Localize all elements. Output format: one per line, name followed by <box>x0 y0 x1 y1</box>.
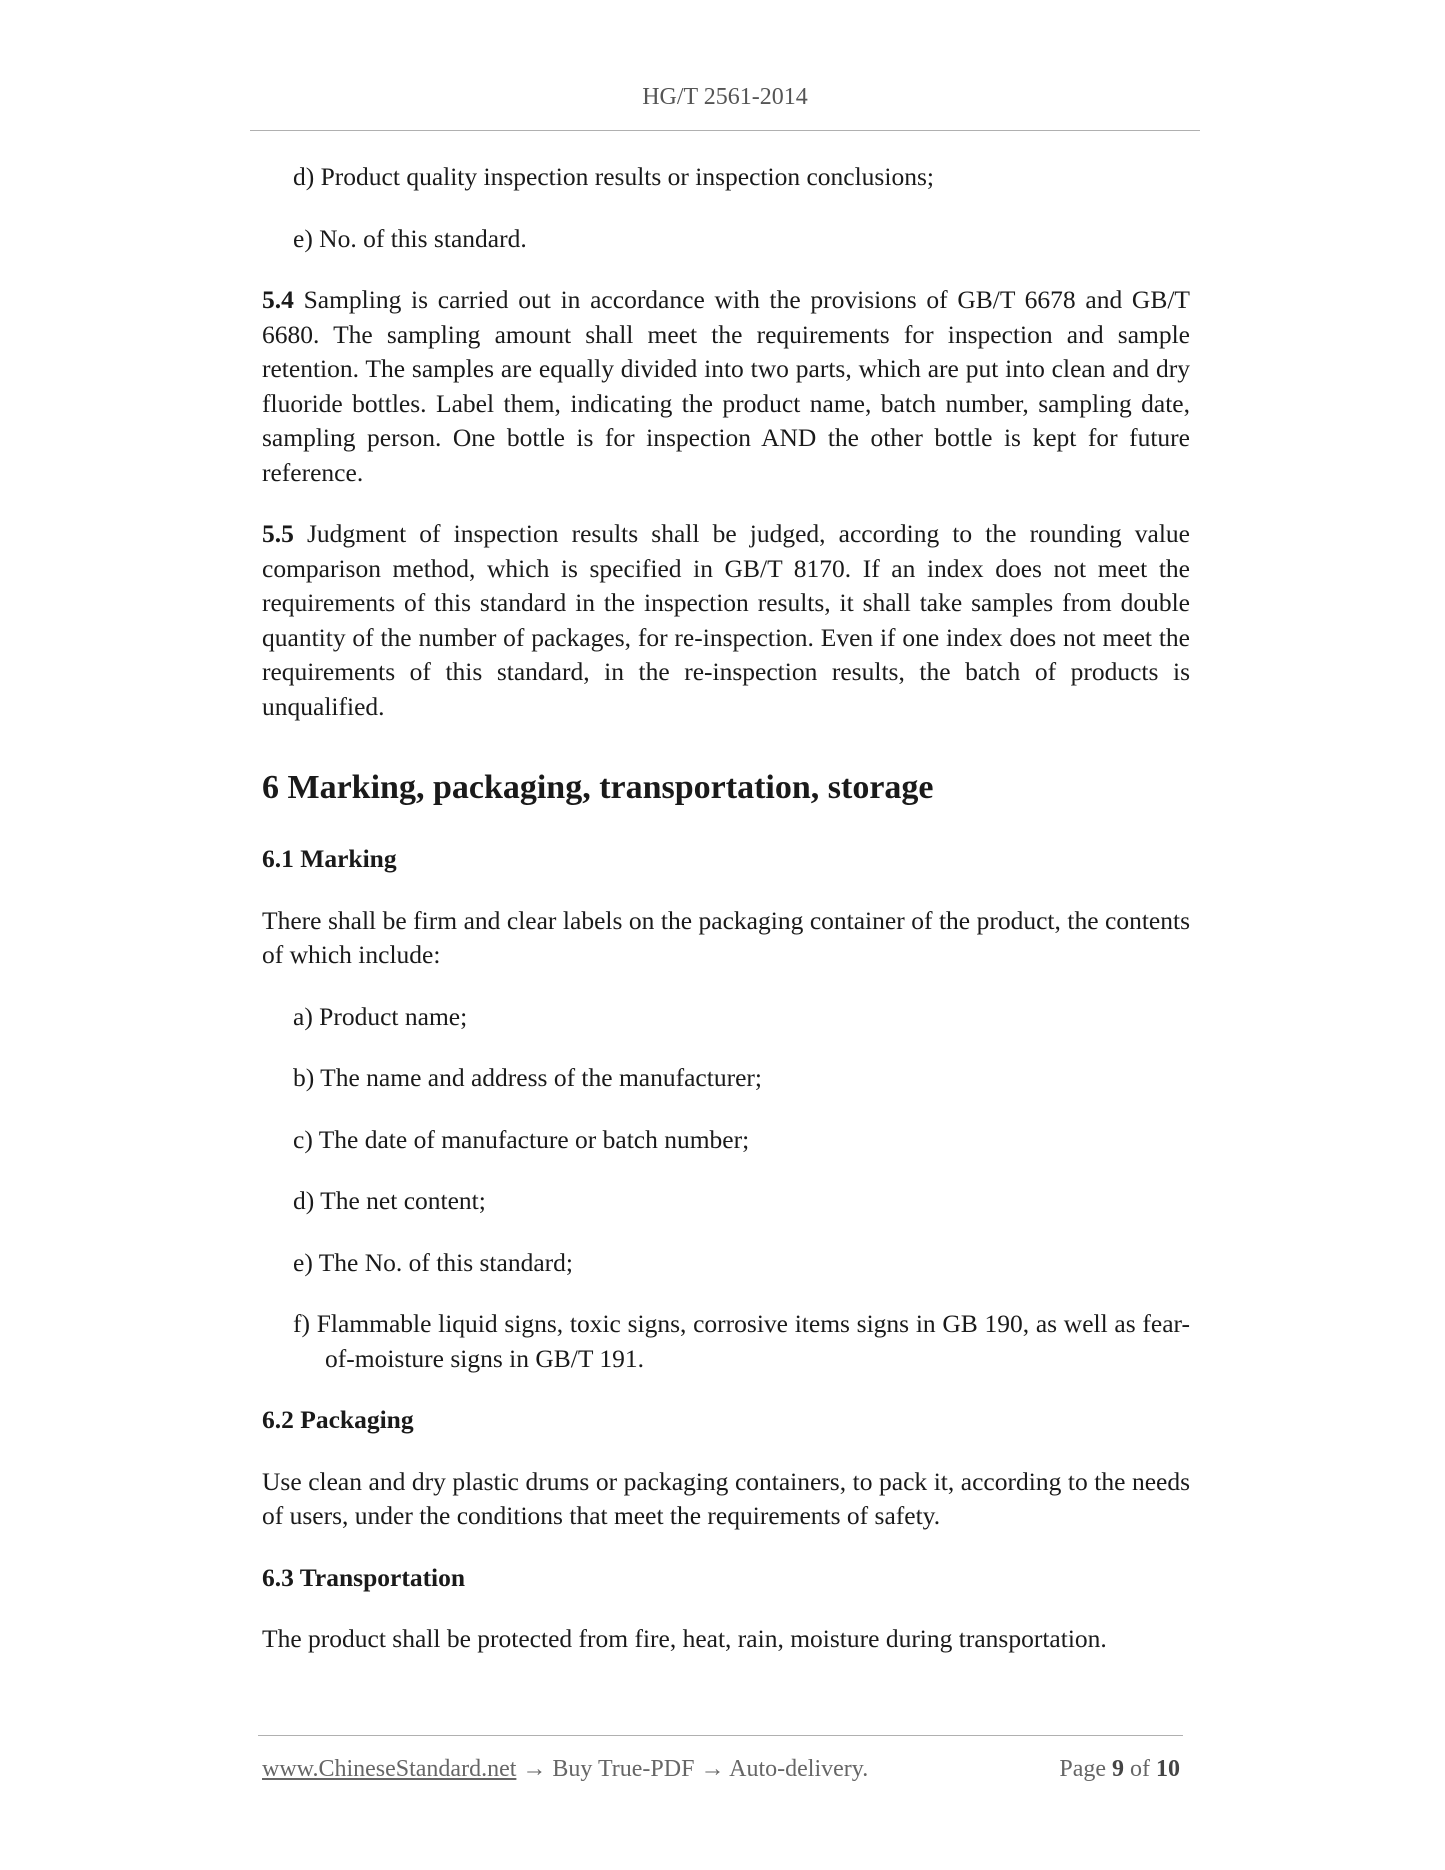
clause-5-4 <box>262 283 1190 490</box>
clause-5-4-text: Sampling is carried out in accordance with the provisions of GB/T 6678 and GB/T 6680. The sampling amount shall meet the requirements for inspection and sample retention. The samples are equally divided into two parts, which are put into clean and dry fluoride bottles. Label them, indicating the product name, batch number, sampling date, sampling person. One bottle is for inspection AND the other bottle is kept for future reference. <box>262 285 1190 487</box>
auto-delivery-text: Auto-delivery. <box>729 1756 869 1782</box>
section-6-2-heading: 6.2 Packaging <box>262 1405 414 1434</box>
buy-pdf-text: Buy True-PDF <box>552 1756 695 1782</box>
list-item-e-standard-no: e) No. of this standard. <box>293 223 527 253</box>
clause-5-5-number: 5.5 <box>262 519 294 548</box>
footer-promo <box>262 1756 868 1783</box>
arrow-right-icon: → <box>522 1756 547 1782</box>
page-current: 9 <box>1112 1756 1124 1782</box>
marking-item-c: c) The date of manufacture or batch number; <box>293 1124 750 1154</box>
section-6-2-text: Use clean and dry plastic drums or packaging containers, to pack it, according to the needs of users, under the conditions that meet the requirements of safety. <box>262 1466 1190 1530</box>
page-total: 10 <box>1156 1756 1180 1782</box>
list-item-d-inspection-results: d) Product quality inspection results or inspection conclusions; <box>293 162 934 191</box>
marking-item-e: e) The No. of this standard; <box>293 1247 573 1277</box>
marking-item-f: f) Flammable liquid signs, toxic signs, corrosive items signs in GB 190, as well as fear-of-moisture signs in GB/T 191. <box>293 1309 1190 1373</box>
page-number <box>1059 1756 1180 1783</box>
section-6-heading: 6 Marking, packaging, transportation, storage <box>262 769 934 806</box>
marking-item-d: d) The net content; <box>293 1186 486 1215</box>
marking-item-a: a) Product name; <box>293 1001 468 1031</box>
arrow-right-icon: → <box>700 1756 725 1782</box>
clause-5-5 <box>262 517 1190 724</box>
page-of-label: of <box>1130 1756 1150 1782</box>
page-label: Page <box>1059 1756 1106 1782</box>
footer-divider <box>258 1735 1183 1736</box>
page-content <box>262 160 1190 1684</box>
section-6-3-heading: 6.3 Transportation <box>262 1562 466 1592</box>
website-link[interactable]: www.ChineseStandard.net <box>262 1756 517 1782</box>
document-code-header: HG/T 2561-2014 <box>642 84 808 110</box>
section-6-3-text: The product shall be protected from fire, heat, rain, moisture during transportation. <box>262 1624 1107 1653</box>
clause-5-5-text: Judgment of inspection results shall be judged, according to the rounding value comparison method, which is specified in GB/T 8170. If an index does not meet the requirements of this standard in the inspection results, it shall take samples from double quantity of the number of packages, for re-inspection. Even if one index does not meet the requirements of this standard, in the re-inspection results, the batch of products is unqualified. <box>262 519 1190 721</box>
section-6-1-intro: There shall be firm and clear labels on the packaging container of the product, the contents of which include: <box>262 905 1190 969</box>
section-6-1-heading: 6.1 Marking <box>262 844 397 873</box>
marking-item-b: b) The name and address of the manufacturer; <box>293 1063 762 1092</box>
header-divider <box>250 130 1200 131</box>
clause-5-4-number: 5.4 <box>262 285 294 314</box>
